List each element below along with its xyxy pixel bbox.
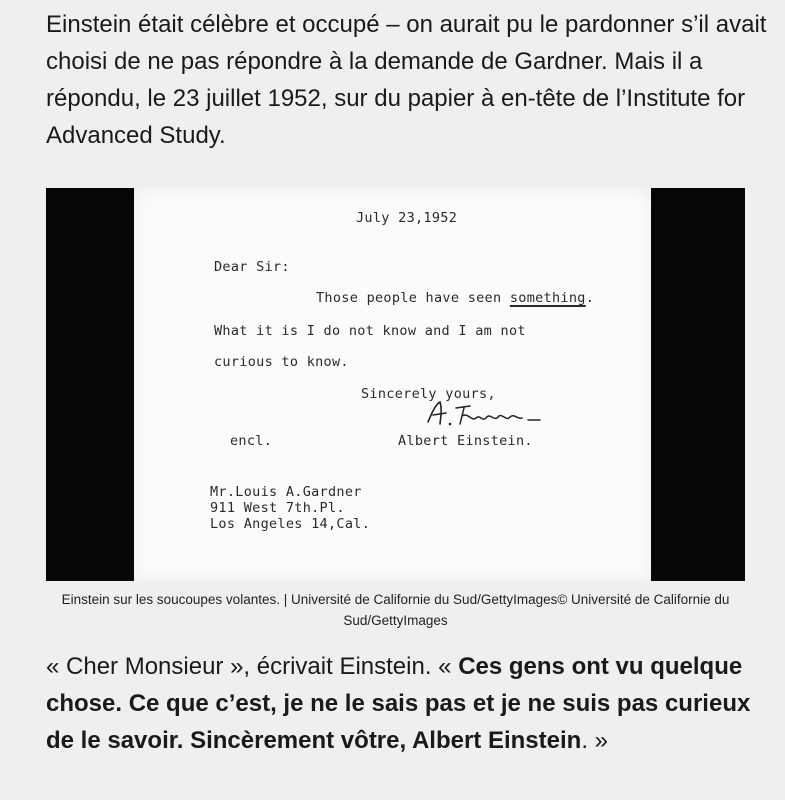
letter-body-line-2: What it is I do not know and I am not [214, 323, 526, 339]
letter-recipient-name: Mr.Louis A.Gardner [210, 484, 362, 500]
intro-paragraph: Einstein était célèbre et occupé – on aurait pu le pardonner s’il avait choisi de ne pas répondre à la demande de Gardner. Mais il a répondu, le 23 juillet 1952, sur du papier à en-tête de l’Institute for Advanced Study. [46, 11, 767, 149]
einstein-signature [424, 398, 554, 432]
letter-body-line-1-prefix: Those people have seen [316, 290, 510, 306]
outro-lead: « Cher Monsieur », écrivait Einstein. « [46, 653, 459, 680]
letter-paper [134, 188, 651, 581]
letter-photo [46, 188, 745, 581]
letter-salutation: Dear Sir: [214, 259, 290, 275]
letter-body-line-1-suffix: . [585, 290, 595, 306]
outro-tail: . » [581, 727, 608, 754]
letter-underlined-word: something [509, 290, 586, 306]
letter-closing: Sincerely yours, [361, 386, 496, 402]
letter-body-line-3: curious to know. [214, 354, 349, 370]
photo-caption: Einstein sur les soucoupes volantes. | Université de Californie du Sud/GettyImages© Université de Californie du Sud/GettyImages [61, 592, 730, 628]
letter-signatory: Albert Einstein. [398, 433, 533, 449]
letter-enclosure: encl. [230, 433, 273, 449]
letter-recipient-city: Los Angeles 14,Cal. [210, 516, 371, 532]
letter-recipient-street: 911 West 7th.Pl. [210, 500, 345, 516]
outro-paragraph [46, 648, 761, 759]
outro-quote-bold: Ces gens ont vu quelque chose. Ce que c’est, je ne le sais pas et je ne suis pas curieux de le savoir. Sincèrement vôtre, Albert Einstein [46, 653, 751, 754]
letter-body-line-1 [316, 290, 594, 306]
letter-date: July 23,1952 [356, 210, 458, 226]
